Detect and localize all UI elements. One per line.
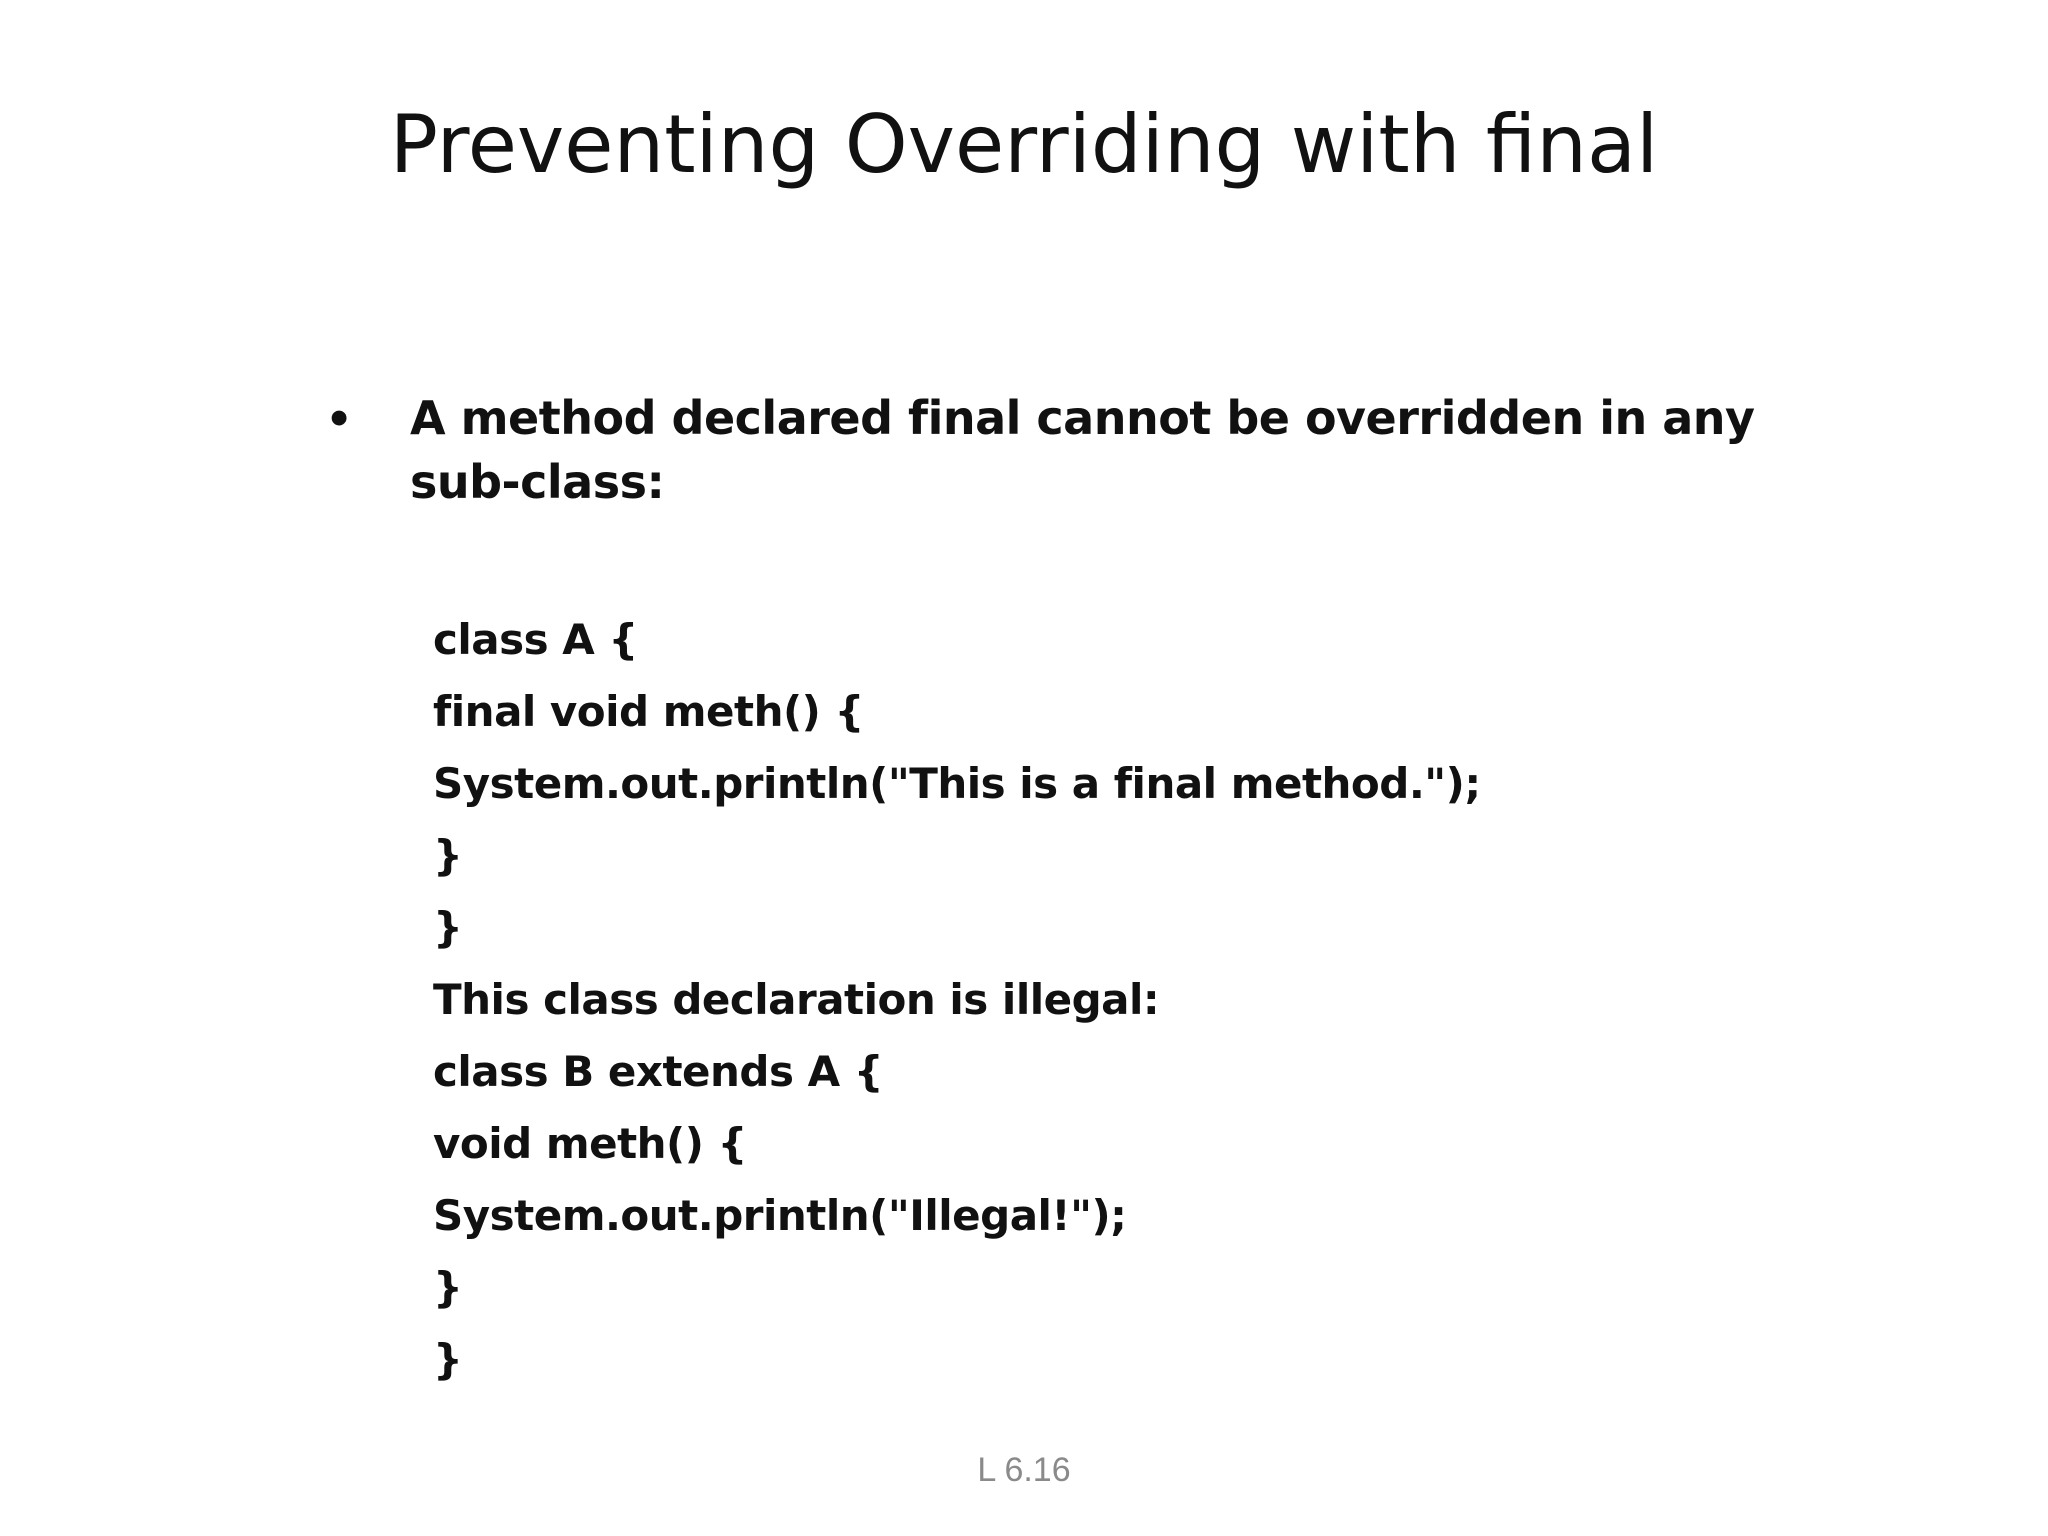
- code-line: class B extends A {: [433, 1047, 884, 1096]
- code-line: void meth() {: [433, 1119, 747, 1168]
- code-line: class A {: [433, 615, 638, 664]
- code-line: This class declaration is illegal:: [433, 975, 1160, 1024]
- bullet-marker: •: [330, 389, 349, 447]
- code-block: [433, 604, 1933, 1396]
- code-line: final void meth() {: [433, 687, 864, 736]
- slide-number: L 6.16: [977, 1451, 1071, 1489]
- code-line: System.out.println("Illegal!");: [433, 1191, 1127, 1240]
- code-line: }: [433, 903, 463, 952]
- code-line: }: [433, 1263, 463, 1312]
- code-line: }: [433, 831, 463, 880]
- slide-title: Preventing Overriding with final: [389, 98, 1659, 191]
- bullet-text: A method declared final cannot be overridden in any sub-class:: [410, 391, 1755, 509]
- code-line: System.out.println("This is a final method.");: [433, 759, 1481, 808]
- code-line: }: [433, 1335, 463, 1384]
